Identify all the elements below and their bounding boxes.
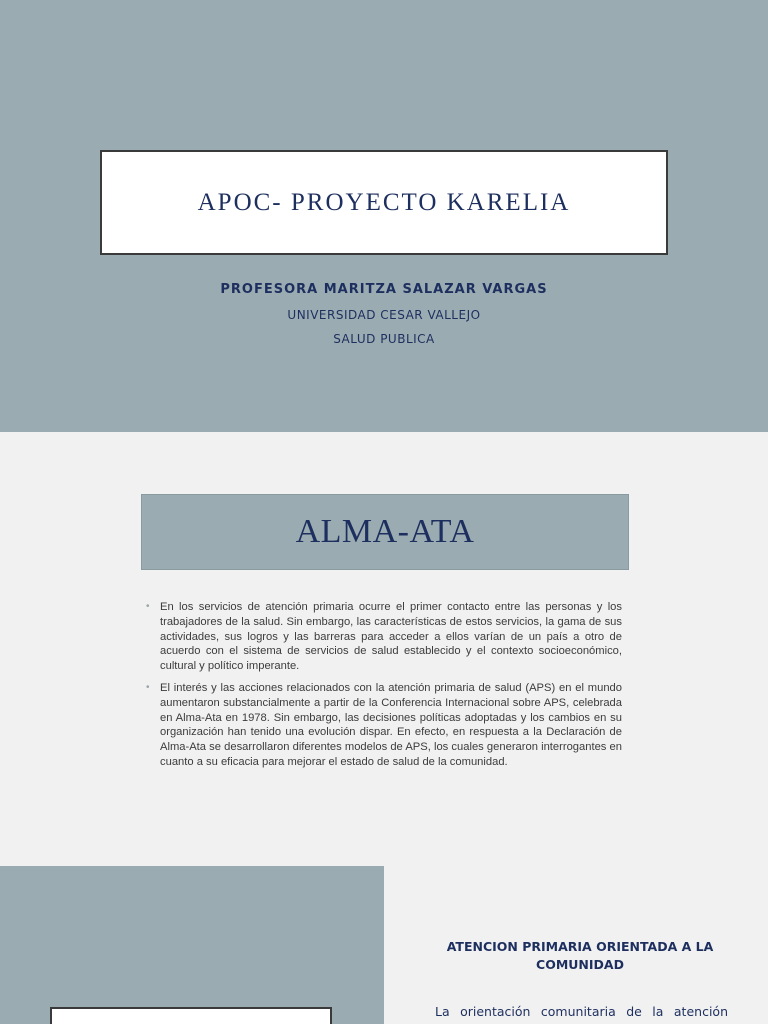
bullet-icon: • [146,601,150,612]
alma-ata-title-box [141,494,629,570]
section-heading: ATENCION PRIMARIA ORIENTADA A LA COMUNIDAD [446,939,714,972]
slide-title-card [50,1007,332,1024]
bullet-item [146,600,622,674]
bullet-list [146,600,622,777]
professor-name: PROFESORA MARITZA SALAZAR VARGAS [220,282,548,297]
course-name: SALUD PUBLICA [333,332,435,346]
section-text: La orientación comunitaria de la atención [435,1004,728,1019]
presentation-title: APOC- PROYECTO KARELIA [197,188,571,216]
slide-title [0,0,768,432]
bullet-icon: • [146,681,150,693]
bullet-text: En los servicios de atención primaria ocurre el primer contacto entre las personas y los trabajadores de la salud. Sin embargo, las características de estos servicios, la gama de sus actividades, sus logros y las barreras para acceder a ellos varían de un país a otro de acuerdo con el sistema de servicios de salud establecido y el contexto socioeconómico, cultural y político imperante. [160,601,622,673]
slide-alma-ata [0,432,768,866]
bullet-text: El interés y las acciones relacionados con la atención primaria de salud (APS) en el mundo aumentaron substancialmente a partir de la Conferencia Internacional sobre APS, celebrada en Alma-Ata en 1978. Sin embargo, las decisiones políticas adoptadas y los cambios en su organización han tenido una evolución dispar. En efecto, en respuesta a la Declaración de Alma-Ata se desarrollaron diferentes modelos de APS, los cuales generaron interrogantes en cuanto a su eficacia para mejorar el estado de salud de la comunidad. [160,681,622,768]
title-box [100,150,668,255]
bullet-item [146,681,622,770]
university-name: UNIVERSIDAD CESAR VALLEJO [287,308,481,322]
slide-atencion-primaria [0,866,768,1024]
slide-left-panel [0,866,384,1024]
slide-title-alma-ata: ALMA-ATA [295,513,475,550]
